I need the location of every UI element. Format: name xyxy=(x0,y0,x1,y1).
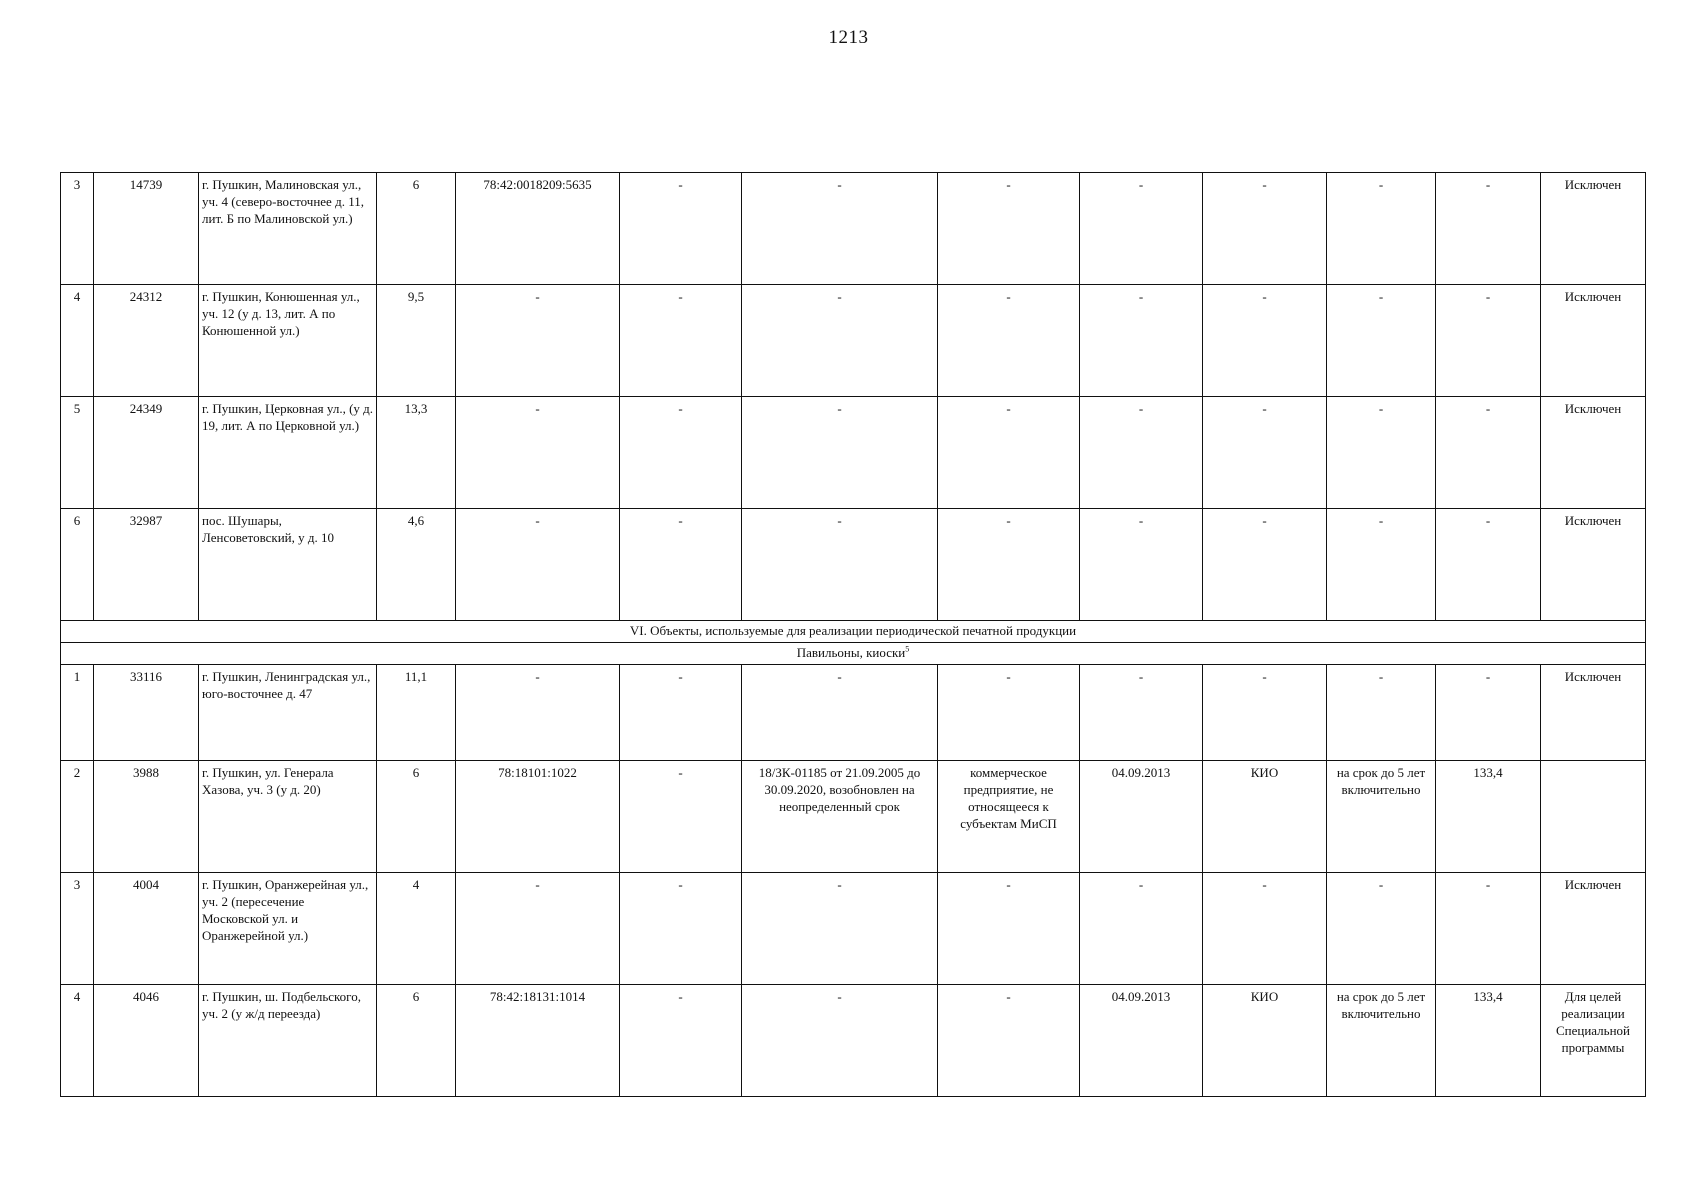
cell-value: - xyxy=(1436,665,1541,761)
cell-tenant-category: - xyxy=(938,665,1080,761)
cell-term: на срок до 5 лет включительно xyxy=(1327,985,1436,1097)
cell-address: г. Пушкин, ул. Генерала Хазова, уч. 3 (у д. 20) xyxy=(199,761,377,873)
cell-tenant-category: коммерческое предприятие, не относящееся к субъектам МиСП xyxy=(938,761,1080,873)
cell-date: 04.09.2013 xyxy=(1080,985,1203,1097)
cell-authority: - xyxy=(1203,285,1327,397)
cell-tenant-category: - xyxy=(938,173,1080,285)
cell-number: 4 xyxy=(61,285,94,397)
section-heading-row xyxy=(61,621,1646,643)
cell-contract: 18/ЗК-01185 от 21.09.2005 до 30.09.2020, возобновлен на неопределенный срок xyxy=(742,761,938,873)
cell-tenant-category: - xyxy=(938,397,1080,509)
cell-authority: - xyxy=(1203,509,1327,621)
cell-cadastral-number: 78:42:18131:1014 xyxy=(456,985,620,1097)
cell-cadastral-number: - xyxy=(456,397,620,509)
cell-col6: - xyxy=(620,397,742,509)
footnote-marker: 5 xyxy=(905,644,910,654)
table-row xyxy=(61,761,1646,873)
cell-number: 2 xyxy=(61,761,94,873)
cell-address: г. Пушкин, Церковная ул., (у д. 19, лит. А по Церковной ул.) xyxy=(199,397,377,509)
cell-date: 04.09.2013 xyxy=(1080,761,1203,873)
cell-date: - xyxy=(1080,509,1203,621)
cell-col6: - xyxy=(620,985,742,1097)
cell-number: 3 xyxy=(61,173,94,285)
cell-area: 6 xyxy=(377,985,456,1097)
cell-number: 6 xyxy=(61,509,94,621)
cell-number: 1 xyxy=(61,665,94,761)
cell-number: 4 xyxy=(61,985,94,1097)
table-row xyxy=(61,873,1646,985)
cell-value: - xyxy=(1436,285,1541,397)
cell-date: - xyxy=(1080,397,1203,509)
subsection-heading-row xyxy=(61,643,1646,665)
cell-cadastral-number: 78:42:0018209:5635 xyxy=(456,173,620,285)
table-row xyxy=(61,285,1646,397)
cell-date: - xyxy=(1080,665,1203,761)
cell-term: - xyxy=(1327,509,1436,621)
cell-status: Исключен xyxy=(1541,509,1646,621)
cell-area: 13,3 xyxy=(377,397,456,509)
cell-status: Исключен xyxy=(1541,285,1646,397)
cell-value: - xyxy=(1436,509,1541,621)
cell-status: Для целей реализации Специальной программы xyxy=(1541,985,1646,1097)
cell-value: - xyxy=(1436,873,1541,985)
cell-address: г. Пушкин, Ленинградская ул., юго-восточнее д. 47 xyxy=(199,665,377,761)
cell-address: г. Пушкин, Оранжерейная ул., уч. 2 (пересечение Московской ул. и Оранжерейной ул.) xyxy=(199,873,377,985)
table-row xyxy=(61,173,1646,285)
cell-authority: КИО xyxy=(1203,985,1327,1097)
cell-col6: - xyxy=(620,873,742,985)
subsection-title: Павильоны, киоски xyxy=(796,645,906,660)
table-row xyxy=(61,397,1646,509)
cell-object-id: 3988 xyxy=(94,761,199,873)
cell-col6: - xyxy=(620,761,742,873)
cell-contract: - xyxy=(742,873,938,985)
cell-authority: КИО xyxy=(1203,761,1327,873)
cell-status: Исключен xyxy=(1541,873,1646,985)
cell-value: - xyxy=(1436,173,1541,285)
cell-object-id: 33116 xyxy=(94,665,199,761)
cell-tenant-category: - xyxy=(938,285,1080,397)
cell-object-id: 24312 xyxy=(94,285,199,397)
cell-area: 6 xyxy=(377,761,456,873)
section-title: VI. Объекты, используемые для реализации периодической печатной продукции xyxy=(61,621,1646,643)
cell-contract: - xyxy=(742,173,938,285)
cell-object-id: 4046 xyxy=(94,985,199,1097)
cell-term: - xyxy=(1327,397,1436,509)
cell-area: 4 xyxy=(377,873,456,985)
cell-cadastral-number: - xyxy=(456,509,620,621)
table-row xyxy=(61,509,1646,621)
cell-tenant-category: - xyxy=(938,985,1080,1097)
cell-term: - xyxy=(1327,173,1436,285)
registry-table xyxy=(60,172,1646,1097)
cell-object-id: 4004 xyxy=(94,873,199,985)
cell-term: на срок до 5 лет включительно xyxy=(1327,761,1436,873)
cell-object-id: 32987 xyxy=(94,509,199,621)
cell-value: 133,4 xyxy=(1436,985,1541,1097)
cell-number: 3 xyxy=(61,873,94,985)
cell-cadastral-number: - xyxy=(456,285,620,397)
cell-col6: - xyxy=(620,173,742,285)
cell-area: 4,6 xyxy=(377,509,456,621)
table-row xyxy=(61,665,1646,761)
cell-term: - xyxy=(1327,873,1436,985)
cell-address: г. Пушкин, Конюшенная ул., уч. 12 (у д. 13, лит. А по Конюшенной ул.) xyxy=(199,285,377,397)
cell-date: - xyxy=(1080,285,1203,397)
cell-contract: - xyxy=(742,985,938,1097)
cell-col6: - xyxy=(620,509,742,621)
subsection-cell xyxy=(61,643,1646,665)
cell-date: - xyxy=(1080,173,1203,285)
cell-value: - xyxy=(1436,397,1541,509)
cell-tenant-category: - xyxy=(938,873,1080,985)
cell-tenant-category: - xyxy=(938,509,1080,621)
cell-status xyxy=(1541,761,1646,873)
cell-object-id: 14739 xyxy=(94,173,199,285)
cell-term: - xyxy=(1327,665,1436,761)
cell-cadastral-number: - xyxy=(456,665,620,761)
page-number: 1213 xyxy=(828,27,869,48)
cell-col6: - xyxy=(620,285,742,397)
cell-status: Исключен xyxy=(1541,173,1646,285)
cell-area: 9,5 xyxy=(377,285,456,397)
cell-cadastral-number: - xyxy=(456,873,620,985)
table-row xyxy=(61,985,1646,1097)
cell-authority: - xyxy=(1203,873,1327,985)
cell-authority: - xyxy=(1203,665,1327,761)
cell-authority: - xyxy=(1203,397,1327,509)
cell-address: пос. Шушары, Ленсоветовский, у д. 10 xyxy=(199,509,377,621)
cell-area: 6 xyxy=(377,173,456,285)
cell-contract: - xyxy=(742,285,938,397)
cell-address: г. Пушкин, ш. Подбельского, уч. 2 (у ж/д переезда) xyxy=(199,985,377,1097)
cell-area: 11,1 xyxy=(377,665,456,761)
cell-object-id: 24349 xyxy=(94,397,199,509)
cell-status: Исключен xyxy=(1541,665,1646,761)
cell-col6: - xyxy=(620,665,742,761)
cell-term: - xyxy=(1327,285,1436,397)
cell-address: г. Пушкин, Малиновская ул., уч. 4 (северо-восточнее д. 11, лит. Б по Малиновской ул.) xyxy=(199,173,377,285)
cell-number: 5 xyxy=(61,397,94,509)
cell-status: Исключен xyxy=(1541,397,1646,509)
cell-authority: - xyxy=(1203,173,1327,285)
cell-cadastral-number: 78:18101:1022 xyxy=(456,761,620,873)
cell-date: - xyxy=(1080,873,1203,985)
cell-contract: - xyxy=(742,665,938,761)
cell-contract: - xyxy=(742,509,938,621)
cell-value: 133,4 xyxy=(1436,761,1541,873)
cell-contract: - xyxy=(742,397,938,509)
